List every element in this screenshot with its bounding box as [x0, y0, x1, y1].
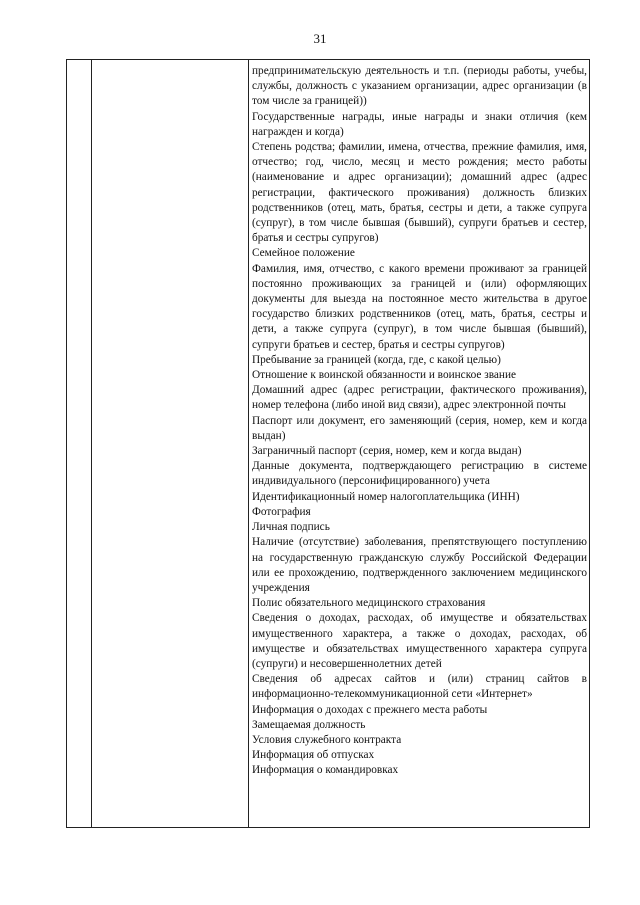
list-item: Степень родства; фамилии, имена, отчества, прежние фамилия, имя, отчество; год, число, месяц и место рождения; место работы (наименование и адрес организации); домашний адрес (адрес регистрации, фактического проживания) должность близких родственников (отец, мать, братья, сестры и дети, а также супруга (супруг), в том числе бывшая (бывший), супруги братьев и сестер, братья и сестры супругов): [252, 141, 587, 245]
list-item: Данные документа, подтверждающего регистрацию в системе индивидуального (персонифицированного) учета: [252, 460, 587, 488]
list-item: Условия служебного контракта: [252, 733, 402, 746]
list-item: Информация о командировках: [252, 764, 399, 777]
list-item: предпринимательскую деятельность и т.п. (периоды работы, учебы, службы, должность с указанием организации, адрес организации (в том числе за границей)): [252, 65, 587, 108]
list-item: Паспорт или документ, его заменяющий (серия, номер, кем и когда выдан): [252, 414, 587, 442]
list-item: Полис обязательного медицинского страхования: [252, 597, 486, 610]
list-item: Замещаемая должность: [252, 718, 366, 731]
list-item: Государственные награды, иные награды и знаки отличия (кем награжден и когда): [252, 110, 587, 138]
column-divider-2: [248, 60, 249, 827]
column-divider-1: [91, 60, 92, 827]
table-cell-content: [252, 64, 587, 779]
list-item: Идентификационный номер налогоплательщика (ИНН): [252, 490, 520, 503]
list-item: Фотография: [252, 505, 311, 518]
list-item: Сведения о доходах, расходах, об имуществе и обязательствах имущественного характера, а также о доходах, расходах, об имуществе и обязательствах имущественного характера супруга (супруги) и несовершеннолетних детей: [252, 612, 587, 670]
list-item: Заграничный паспорт (серия, номер, кем и когда выдан): [252, 445, 522, 458]
list-item: Информация о доходах с прежнего места работы: [252, 703, 488, 716]
list-item: Личная подпись: [252, 521, 330, 534]
data-table: [66, 59, 590, 828]
list-item: Наличие (отсутствие) заболевания, препятствующего поступлению на государственную гражданскую службу Российской Федерации или ее прохождению, подтвержденного заключением медицинского учреждения: [252, 536, 587, 594]
list-item: Отношение к воинской обязанности и воинское звание: [252, 369, 517, 382]
page-number: 31: [313, 31, 327, 46]
list-item: Информация об отпусках: [252, 749, 375, 762]
list-item: Домашний адрес (адрес регистрации, фактического проживания), номер телефона (либо иной вид связи), адрес электронной почты: [252, 384, 587, 412]
list-item: Семейное положение: [252, 247, 355, 260]
list-item: Пребывание за границей (когда, где, с какой целью): [252, 353, 501, 366]
list-item: Сведения об адресах сайтов и (или) страниц сайтов в информационно-телекоммуникационной сети «Интернет»: [252, 673, 587, 701]
list-item: Фамилия, имя, отчество, с какого времени проживают за границей постоянно проживающих за границей и (или) оформляющих документы для выезда на постоянное место жительства в другое государство близких родственников (отец, мать, братья, сестры и дети, а также супруга (супруг), в том числе бывшая (бывший), супруги братьев и сестер, братья и сестры супругов): [252, 262, 587, 351]
